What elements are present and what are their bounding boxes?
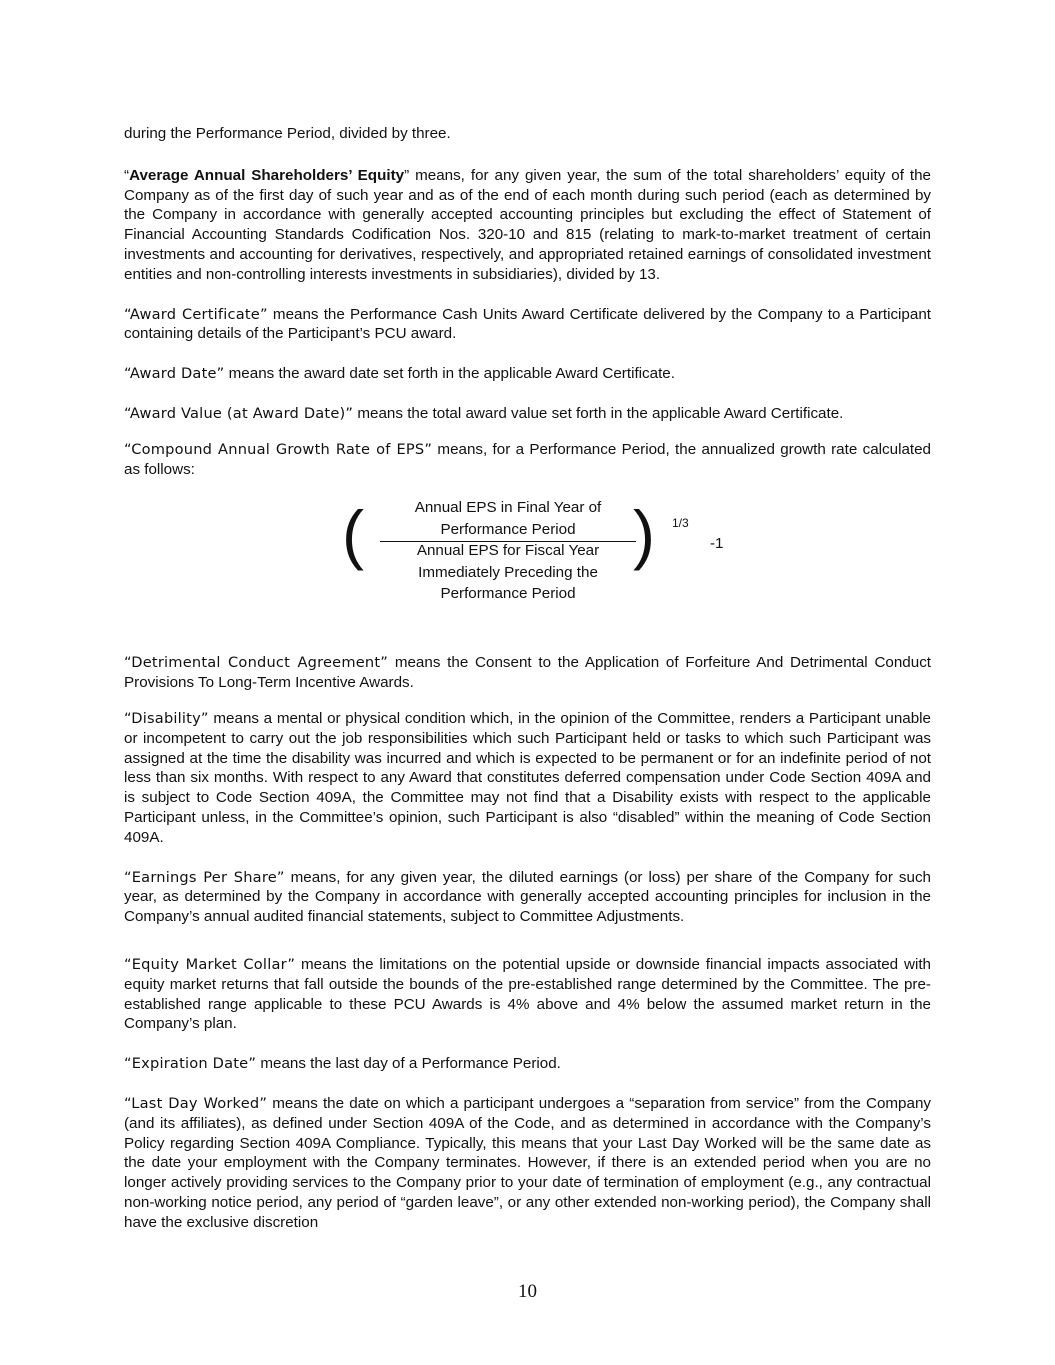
definition-term: “Equity Market Collar”	[124, 955, 296, 973]
definition-body: means a mental or physical condition which, in the opinion of the Committee, renders a Participant unable or incompetent to carry out the job responsibilities which such Participant held or tasks to which such Participant was assigned at the time the disability was incurred and which is expected to be permanent or for an indefinite period of not less than six months. With respect to any Award that constitutes deferred compensation under Code Section 409A and is subject to Code Section 409A, the Committee may not find that a Disability exists with respect to the applicable Participant unless, in the Committee’s opinion, such Participant is also “disabled” within the meaning of Code Section 409A.	[124, 709, 931, 846]
definition-term: “Compound Annual Growth Rate of EPS”	[124, 440, 433, 458]
definition-term: “Award Value (at Award Date)”	[124, 404, 354, 422]
definition-body: means, for any given year, the diluted earnings (or loss) per share of the Company for such year, as determined by the Company in accordance with generally accepted accounting principles for inclusion in the Company’s annual audited financial statements, subject to Committee Adjustments.	[124, 868, 931, 926]
formula-denominator: Annual EPS for Fiscal Year Immediately Preceding the Performance Period	[416, 542, 600, 603]
definition-last-day-worked	[124, 1094, 931, 1233]
definition-award-date	[124, 364, 931, 384]
definition-body: means, for a Performance Period, the annualized growth rate calculated as follows:	[124, 440, 931, 478]
definition-body: means the limitations on the potential upside or downside financial impacts associated with equity market returns that fall outside the bounds of the pre-established range determined by the Committee. The pre-established range applicable to these PCU Awards is 4% above and 4% below the assumed market return in the Company’s plan.	[124, 955, 931, 1033]
definition-body: means the Consent to the Application of Forfeiture And Detrimental Conduct Provisions To Long-Term Incentive Awards.	[124, 654, 932, 692]
definition-body: means the last day of a Performance Period.	[256, 1055, 561, 1073]
definition-cagr-eps	[124, 440, 931, 480]
definition-award-certificate	[124, 305, 931, 345]
cagr-formula	[124, 497, 931, 647]
page-number: 10	[518, 1281, 537, 1302]
definition-term: “Award Date”	[124, 365, 225, 383]
definition-detrimental-conduct	[124, 653, 931, 693]
definition-body: means the total award value set forth in the applicable Award Certificate.	[353, 404, 844, 422]
definition-award-value	[124, 404, 931, 424]
document-page	[124, 124, 931, 1232]
definition-term: “Earnings Per Share”	[124, 868, 285, 886]
definition-body: means the award date set forth in the applicable Award Certificate.	[224, 365, 675, 383]
formula-exponent: 1/3	[672, 516, 689, 531]
definition-body: ” means, for any given year, the sum of the total shareholders’ equity of the Company as of the first day of such year and as of the end of each month during such period (each as determined by the Company in accordance with generally accepted accounting principles but excluding the effect of Statement of Financial Accounting Standards Codification Nos. 320-10 and 815 (relating to mark-to-market treatment of certain investments and accounting for derivatives, respectively, and appropriated retained earnings of consolidated investment entities and non-controlling interests investments in subsidiaries), divided by 13.	[124, 166, 931, 283]
formula-minus-one: -1	[710, 535, 724, 553]
formula-numerator: Annual EPS in Final Year of Performance Period	[414, 499, 602, 538]
definition-term: “Detrimental Conduct Agreement”	[124, 654, 389, 672]
definition-body: means the date on which a participant undergoes a “separation from service” from the Company (and its affiliates), as defined under Section 409A of the Code, and as determined in accordance with the Company’s Policy regarding Section 409A Compliance. Typically, this means that your Last Day Worked will be the same date as the date your employment with the Company terminates. However, if there is an extended period when you are no longer actively providing services to the Company prior to your date of termination of employment (e.g., any contractual non-working notice period, any period of “garden leave”, or any other extended non-working period), the Company shall have the exclusive discretion	[124, 1094, 931, 1231]
definition-term: “Award Certificate”	[124, 305, 268, 323]
definition-term: Average Annual Shareholders’ Equity	[129, 166, 405, 184]
definition-average-annual-equity: “Average Annual Shareholders’ Equity” means, for any given year, the sum of the total shareholders’ equity of the Company as of the first day of such year and as of the end of each month during such period (each as determined by the Company in accordance with generally accepted accounting principles but excluding the effect of Statement of Financial Accounting Standards Codification Nos. 320-10 and 815 (relating to mark-to-market treatment of certain investments and accounting for derivatives, respectively, and appropriated retained earnings of consolidated investment entities and non-controlling interests investments in subsidiaries), divided by 13.	[124, 166, 931, 283]
formula-close-paren: )	[633, 497, 655, 572]
definition-expiration-date	[124, 1054, 931, 1074]
definition-term: “Expiration Date”	[124, 1055, 257, 1073]
formula-open-paren: (	[342, 497, 364, 572]
definition-body: means the Performance Cash Units Award Certificate delivered by the Company to a Participant containing details of the Participant’s PCU award.	[124, 305, 931, 343]
intro-paragraph: during the Performance Period, divided by three.	[124, 125, 451, 142]
definition-eps	[124, 868, 931, 927]
definition-term: “Disability”	[124, 709, 209, 727]
definition-equity-collar	[124, 955, 931, 1034]
definition-term: “Last Day Worked”	[124, 1094, 268, 1112]
definition-disability	[124, 709, 931, 848]
